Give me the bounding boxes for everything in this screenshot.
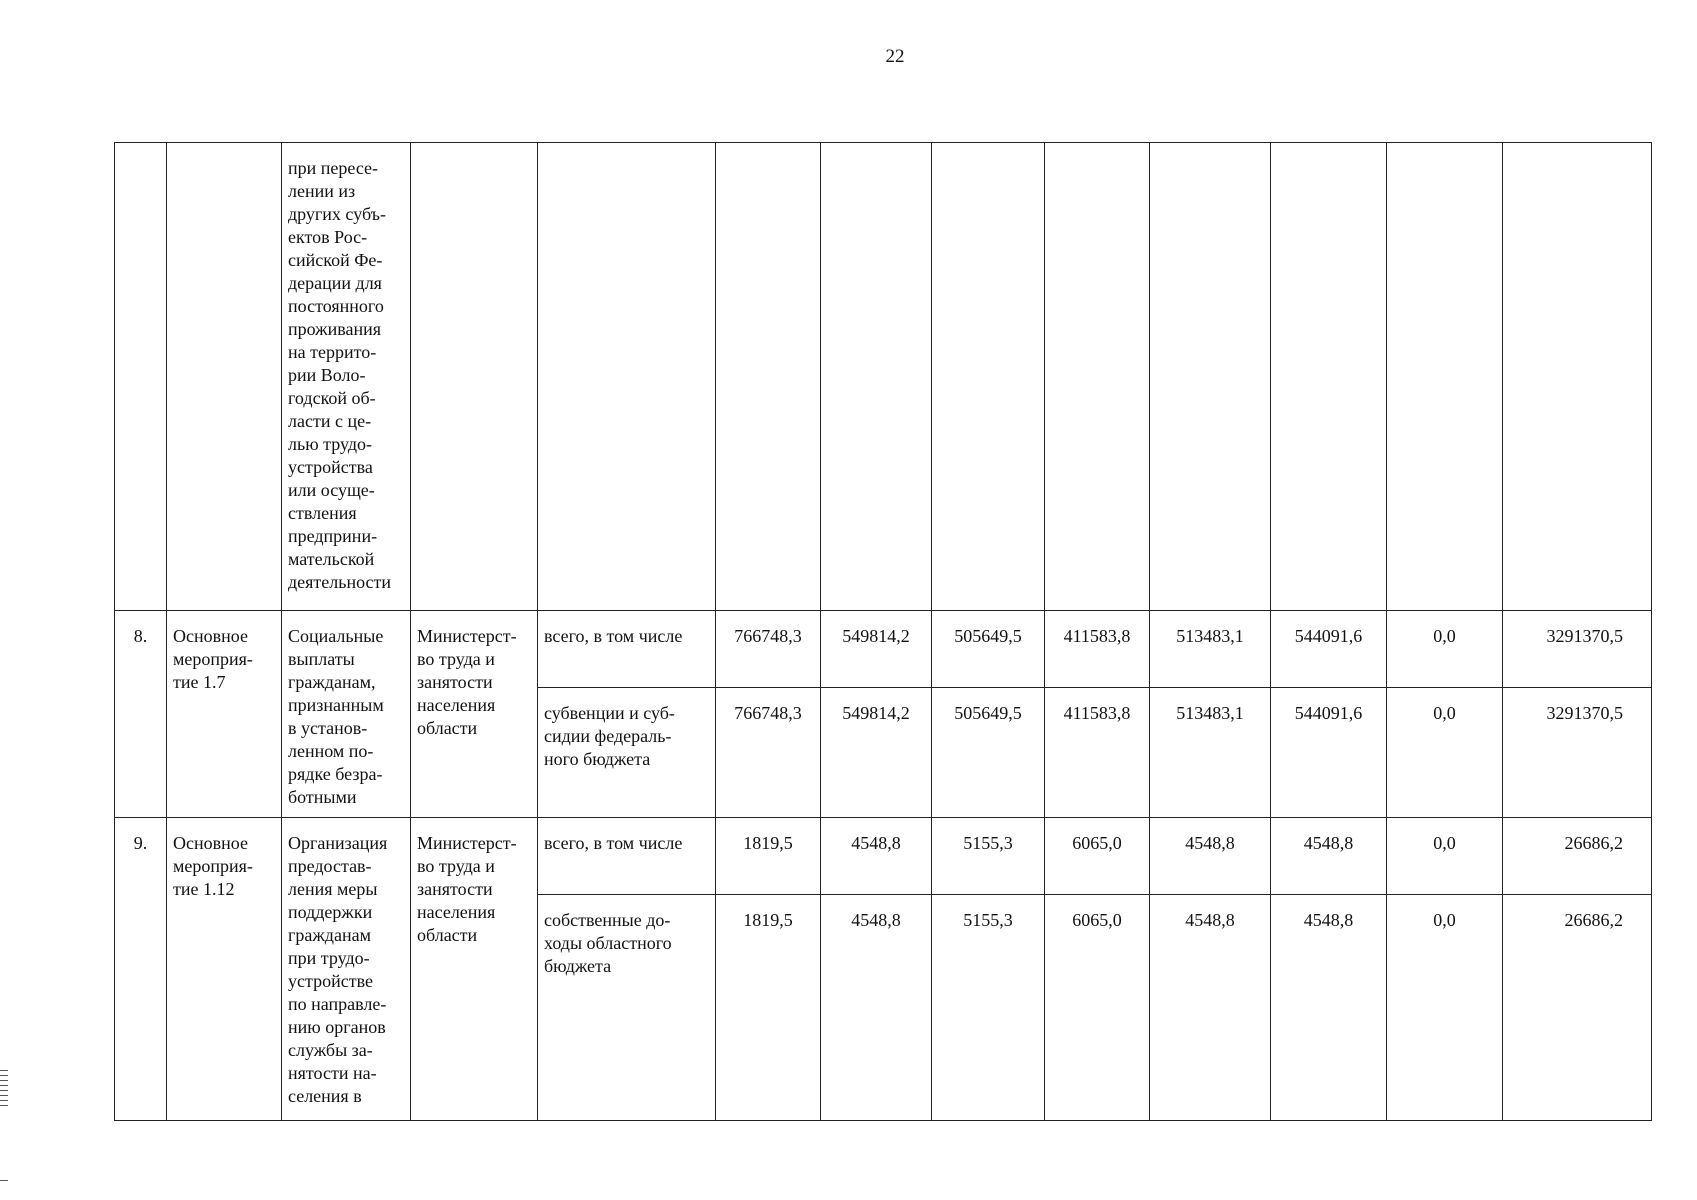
scan-margin-dash — [0, 1180, 8, 1181]
cell-executor — [411, 143, 538, 611]
cell-value: 1819,5 — [716, 818, 821, 895]
cell-name: Организация предостав- ления меры поддержки гражданам при трудо- устройстве по направле- нию органов службы за- нятости на- селения в — [282, 818, 411, 1121]
cell-total: 3291370,5 — [1503, 611, 1652, 688]
cell-total: 3291370,5 — [1503, 688, 1652, 818]
cell-value: 766748,3 — [716, 611, 821, 688]
cell-value — [932, 143, 1045, 611]
cell-event — [167, 143, 282, 611]
budget-table — [114, 142, 1652, 1121]
cell-value: 0,0 — [1387, 611, 1503, 688]
cell-value: 0,0 — [1387, 688, 1503, 818]
cell-value: 549814,2 — [821, 611, 932, 688]
cell-value: 0,0 — [1387, 895, 1503, 1121]
cell-value: 1819,5 — [716, 895, 821, 1121]
cell-value — [1150, 143, 1271, 611]
cell-value: 544091,6 — [1271, 611, 1387, 688]
cell-value: 4548,8 — [1271, 818, 1387, 895]
cell-value: 544091,6 — [1271, 688, 1387, 818]
cell-num — [115, 143, 167, 611]
cell-value: 4548,8 — [1150, 818, 1271, 895]
cell-name: Социальные выплаты гражданам, признанным в установ- ленном по- рядке безра- ботными — [282, 611, 411, 818]
cell-name: при пересе- лении из других субъ- ектов Рос- сийской Фе- дерации для постоянного проживания на террито- рии Воло- годской об- ласти с це- лью трудо- устройства или осуще- ствления предприни- мательской деятельности — [282, 143, 411, 611]
cell-value: 4548,8 — [1150, 895, 1271, 1121]
cell-value: 411583,8 — [1045, 611, 1150, 688]
scan-margin-mark — [0, 1070, 8, 1106]
cell-value: 0,0 — [1387, 818, 1503, 895]
cell-source — [538, 143, 716, 611]
cell-total — [1503, 143, 1652, 611]
cell-executor: Министерст- во труда и занятости населения области — [411, 818, 538, 1121]
cell-executor: Министерст- во труда и занятости населения области — [411, 611, 538, 818]
cell-value: 5155,3 — [932, 818, 1045, 895]
cell-total: 26686,2 — [1503, 818, 1652, 895]
cell-value — [821, 143, 932, 611]
cell-value: 513483,1 — [1150, 611, 1271, 688]
table-row — [115, 611, 1652, 688]
cell-value: 411583,8 — [1045, 688, 1150, 818]
cell-source: всего, в том числе — [538, 611, 716, 688]
cell-value — [716, 143, 821, 611]
cell-value: 505649,5 — [932, 611, 1045, 688]
cell-value: 766748,3 — [716, 688, 821, 818]
cell-num: 9. — [115, 818, 167, 1121]
cell-value: 505649,5 — [932, 688, 1045, 818]
cell-source: всего, в том числе — [538, 818, 716, 895]
cell-value: 6065,0 — [1045, 895, 1150, 1121]
cell-value: 4548,8 — [821, 818, 932, 895]
table-row — [115, 818, 1652, 895]
cell-event: Основное мероприя- тие 1.7 — [167, 611, 282, 818]
cell-value: 513483,1 — [1150, 688, 1271, 818]
table-row-continuation — [115, 143, 1652, 611]
cell-source: субвенции и суб- сидии федераль- ного бюджета — [538, 688, 716, 818]
cell-value — [1387, 143, 1503, 611]
cell-event: Основное мероприя- тие 1.12 — [167, 818, 282, 1121]
cell-value: 4548,8 — [1271, 895, 1387, 1121]
cell-source: собственные до- ходы областного бюджета — [538, 895, 716, 1121]
cell-value: 4548,8 — [821, 895, 932, 1121]
cell-value — [1271, 143, 1387, 611]
cell-value: 549814,2 — [821, 688, 932, 818]
cell-value: 6065,0 — [1045, 818, 1150, 895]
page-number: 22 — [885, 46, 905, 67]
cell-value: 5155,3 — [932, 895, 1045, 1121]
cell-total: 26686,2 — [1503, 895, 1652, 1121]
cell-num: 8. — [115, 611, 167, 818]
cell-value — [1045, 143, 1150, 611]
